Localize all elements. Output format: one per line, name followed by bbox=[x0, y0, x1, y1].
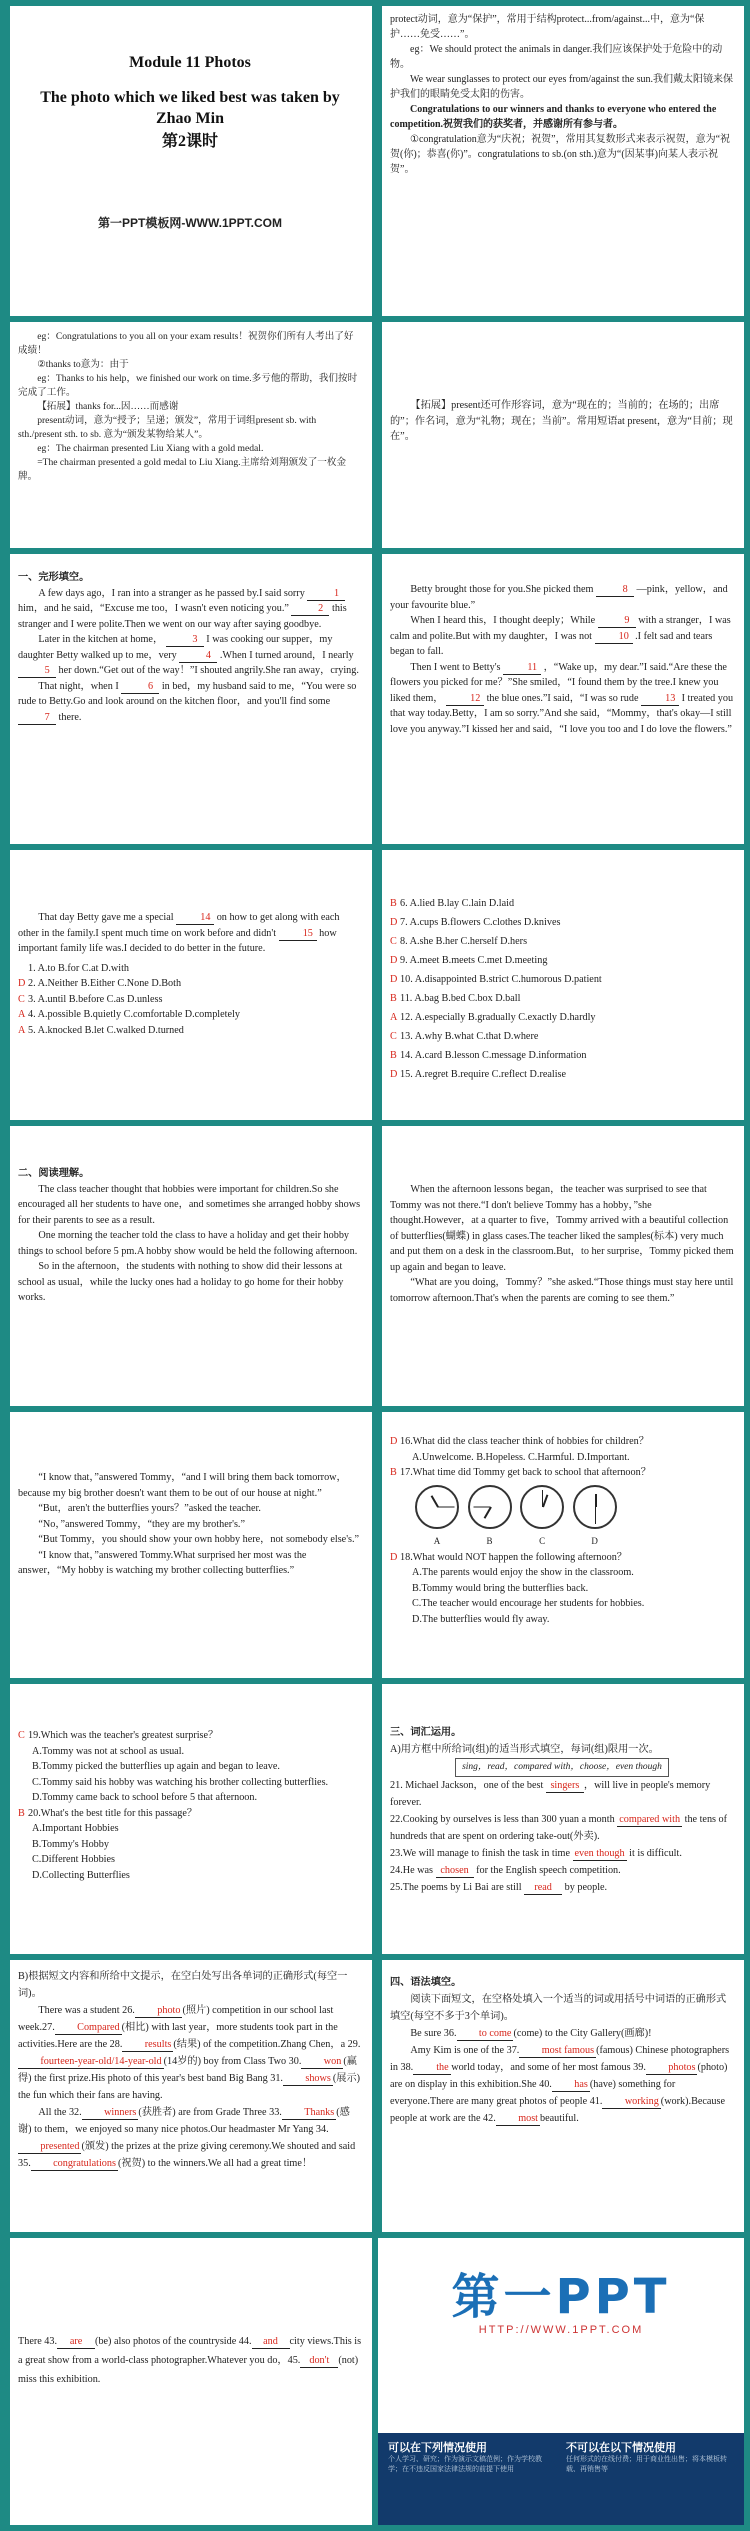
answer-letter: A bbox=[390, 1012, 398, 1023]
reading-paragraph: “But Tommy，you should show your own hobby here，not somebody else's.” bbox=[38, 1534, 360, 1545]
slide-stripe bbox=[378, 1684, 382, 1954]
option-row bbox=[18, 992, 362, 1008]
option-row bbox=[390, 913, 734, 932]
slide-stripe bbox=[6, 850, 10, 1120]
cloze-paragraph: That day Betty gave me a special 14 on how to get along with each other in the family.I spent much time on work before and didn't 15 how important family life was.I decided to do better in the future. bbox=[18, 912, 340, 954]
question-16-options: A.Unwelcome. B.Hopeless. C.Harmful. D.Important. bbox=[412, 1451, 630, 1463]
option-row bbox=[390, 1027, 734, 1046]
reading-paragraph: When the afternoon lessons began，the teacher was surprised to see that Tommy was not there.“I don't believe Tommy has a hobby，”she thought.However，at a quarter to five，Tommy arrived with a beautiful collection of butterflies(蝴蝶) in glass cases.The teacher liked the samples(标本) very much and put them on a desk in the classroom.But，to her surprise，Tommy picked them up again and began to leave. bbox=[390, 1184, 734, 1273]
question-23: 23.We will manage to finish the task in time even though it is difficult. bbox=[390, 1848, 682, 1859]
brand-logo: 第一PPT bbox=[451, 2269, 671, 2325]
clock-d: D bbox=[570, 1485, 620, 1550]
question-18-option: B.Tommy would bring the butterflies back. bbox=[412, 1582, 589, 1594]
question-19-option: C.Tommy said his hobby was watching his brother collecting butterflies. bbox=[32, 1776, 329, 1788]
option-row bbox=[390, 1065, 734, 1084]
answer-letter: D bbox=[390, 1069, 398, 1080]
answer-letter: C bbox=[390, 936, 397, 947]
blank-14: 14 bbox=[176, 912, 214, 925]
option-text: 1. A.to B.for C.at D.with bbox=[28, 962, 130, 974]
text-line: We wear sunglasses to protect our eyes from/against the sun.我们戴太阳镜来保护我们的眼睛免受太阳的伤害。 bbox=[390, 74, 734, 100]
blank-10: 10 bbox=[595, 631, 633, 644]
slide-congratulations bbox=[6, 322, 372, 548]
reading-paragraph: “What are you doing，Tommy？”she asked.“Those things must stay here until tomorrow afternoon.That's when the parents are coming to see them.” bbox=[390, 1277, 734, 1304]
footer-brand: 第一PPT模板网-WWW.1PPT.COM bbox=[98, 216, 282, 230]
answer-letter: B bbox=[390, 993, 397, 1004]
question-16: D 16.What did the class teacher think of hobbies for children？ bbox=[390, 1436, 649, 1447]
option-row bbox=[18, 1007, 362, 1023]
option-text: 5. A.knocked B.let C.walked D.turned bbox=[28, 1024, 184, 1036]
slide-cloze-1 bbox=[6, 554, 372, 844]
instructions: A)用方框中所给词(组)的适当形式填空，每词(组)限用一次。 bbox=[390, 1744, 659, 1755]
reading-paragraph: The class teacher thought that hobbies were important for children.So she encouraged all her students to have one，and sometimes she arranged hobby shows for their parents to see as a result. bbox=[18, 1183, 361, 1226]
fill-paragraph: Amy Kim is one of the 37. most famous (famous) Chinese photographers in 38. the world today，and some of her most famous 39. photos (photo) are on display in this exhibition.She 40. has (have) something for everyone.There are many great photos of people 41. working (work).Because people at work are the 42. most beautiful. bbox=[390, 2045, 730, 2124]
clock-c: C bbox=[517, 1485, 567, 1550]
question-24: 24.He was chosen for the English speech competition. bbox=[390, 1865, 621, 1876]
option-row bbox=[18, 961, 362, 977]
question-19-option: B.Tommy picked the butterflies up again and began to leave. bbox=[32, 1761, 280, 1772]
cloze-paragraph: Then I went to Betty's 11 ，“Wake up，my dear.”I said.“Are these the flowers you picked for me？”She smiled，“I found them by the tree.I knew you liked them， 12 the blue ones.”I said，“I was so rude 13 I treated you that way today.Betty，I am so sorry.”And she said，“Mommy，that's okay—I still love you anyway.”I kissed her and said，“I love you too and I do love the flowers.” bbox=[390, 661, 734, 735]
allowed-column: 可以在下列情况使用 个人学习、研究；作为演示文稿范例；作为学校教学；在不违反国家法律法规的前提下使用 bbox=[388, 2442, 542, 2473]
blank-4: 4 bbox=[179, 650, 217, 663]
question-20-option: B.Tommy's Hobby bbox=[32, 1838, 109, 1850]
slide-stripe bbox=[378, 850, 382, 1120]
answer-letter: C bbox=[18, 993, 25, 1005]
clock-b: B bbox=[465, 1485, 515, 1550]
option-text: 6. A.lied B.lay C.lain D.laid bbox=[400, 898, 515, 909]
blank-11: 11 bbox=[503, 662, 541, 675]
slide-stripe bbox=[6, 322, 10, 548]
answer-letter: A bbox=[18, 1024, 26, 1036]
answer-letter: D bbox=[18, 978, 26, 989]
blank-7: 7 bbox=[18, 712, 56, 725]
usage-footer bbox=[378, 2433, 744, 2525]
option-text: 15. A.regret B.require C.reflect D.realise bbox=[400, 1069, 567, 1080]
slide-stripe bbox=[6, 554, 10, 844]
slide-stripe bbox=[6, 1960, 10, 2232]
question-20-option: A.Important Hobbies bbox=[32, 1823, 119, 1834]
text-line: eg：Congratulations to you all on your exam results！祝贺你们所有人考出了好成绩！ bbox=[18, 331, 354, 356]
answer-letter: D bbox=[390, 917, 398, 928]
blank-2: 2 bbox=[291, 603, 329, 616]
option-text: 4. A.possible B.quietly C.comfortable D.completely bbox=[28, 1009, 240, 1020]
slide-cloze-3 bbox=[6, 850, 372, 1120]
reading-paragraph: “I know that，”answered Tommy，“and I will bring them back tomorrow，because my big brother doesn't want them to be out of our house at night.” bbox=[18, 1472, 347, 1499]
slide-present-extension bbox=[378, 322, 744, 548]
option-text: 11. A.bag B.bed C.box D.ball bbox=[400, 993, 521, 1004]
blank-1: 1 bbox=[307, 588, 345, 601]
text-line: present动词，意为“授予；呈递；颁发”，常用于词组present sb. with sth./present sth. to sb. 意为“颁发某物给某人”。 bbox=[18, 415, 317, 440]
question-19-option: D.Tommy came back to school before 5 that afternoon. bbox=[32, 1792, 258, 1803]
option-text: 9. A.meet B.meets C.met D.meeting bbox=[400, 955, 548, 966]
cloze-paragraph: A few days ago，I ran into a stranger as he passed by.I said sorry 1 him，and he said，“Excuse me too，I wasn't even noticing you.” 2 this stranger and I were polite.Then we went on our way after saying goodbye. bbox=[18, 587, 347, 630]
option-row bbox=[390, 951, 734, 970]
option-text: 12. A.especially B.gradually C.exactly D.hardly bbox=[400, 1012, 596, 1023]
slide-vocabulary bbox=[378, 1684, 744, 1954]
text-line: eg：We should protect the animals in danger.我们应该保护处于危险中的动物。 bbox=[390, 44, 723, 70]
slide-stripe bbox=[6, 2238, 10, 2525]
clock-row bbox=[412, 1485, 734, 1550]
cloze-paragraph: Later in the kitchen at home， 3 I was cooking our supper，my daughter Betty walked up to me，very 4 .When I turned around，I nearly 5 her down.“Get out of the way！”I shouted angrily.She ran away，crying. bbox=[18, 634, 359, 676]
option-row bbox=[18, 976, 362, 992]
slide-reading-1 bbox=[6, 1126, 372, 1406]
option-row bbox=[390, 1046, 734, 1065]
instructions: B)根据短文内容和所给中文提示，在空白处写出各单词的正确形式(每空一词)。 bbox=[18, 1971, 348, 1999]
option-text: 2. A.Neither B.Either C.None D.Both bbox=[28, 978, 182, 989]
answer-letter: A bbox=[18, 1009, 26, 1020]
option-row bbox=[390, 970, 734, 989]
blank-5: 5 bbox=[18, 665, 56, 678]
slide-stripe bbox=[6, 1412, 10, 1678]
cloze-paragraph: That night，when I 6 in bed，my husband said to me，“You were so rude to Betty.Go and look around on the kitchen floor，and you'll find some 7 there. bbox=[18, 680, 357, 723]
blank-12: 12 bbox=[446, 693, 484, 706]
question-20-option: C.Different Hobbies bbox=[32, 1854, 115, 1865]
slide-stripe bbox=[6, 1684, 10, 1954]
cloze-paragraph: Betty brought those for you.She picked them 8 —pink，yellow，and your favourite blue.” bbox=[390, 584, 728, 611]
slide-word-forms bbox=[6, 1960, 372, 2232]
question-20: B 20.What's the best title for this passage？ bbox=[18, 1807, 198, 1819]
option-row bbox=[390, 1008, 734, 1027]
clock-a: A bbox=[412, 1485, 462, 1550]
answer-letter: B bbox=[390, 898, 397, 909]
reading-paragraph: “I know that，”answered Tommy.What surprised her most was the answer，“My hobby is watching my brother collecting butterflies.” bbox=[18, 1549, 307, 1576]
slide-questions-1 bbox=[378, 1412, 744, 1678]
reading-paragraph: “But，aren't the butterflies yours？”asked the teacher. bbox=[38, 1503, 261, 1514]
slide-reading-3 bbox=[6, 1412, 372, 1678]
lesson-title: The photo which we liked best was taken by Zhao Min bbox=[40, 89, 340, 127]
blank-8: 8 bbox=[596, 584, 634, 597]
slide-stripe bbox=[378, 554, 382, 844]
section-heading: 四、语法填空。 bbox=[390, 1977, 462, 1988]
blank-6: 6 bbox=[121, 681, 159, 694]
option-text: 7. A.cups B.flowers C.clothes D.knives bbox=[400, 917, 561, 928]
question-19-option: A.Tommy was not at school as usual. bbox=[32, 1745, 185, 1757]
question-18-option: A.The parents would enjoy the show in the classroom. bbox=[412, 1567, 634, 1578]
blank-9: 9 bbox=[598, 615, 636, 628]
answer-letter: C bbox=[390, 1031, 397, 1042]
option-row bbox=[18, 1023, 362, 1039]
text-line: eg：Thanks to his help，we finished our work on time.多亏他的帮助，我们按时完成了工作。 bbox=[18, 373, 358, 398]
answer-letter: D bbox=[390, 974, 398, 985]
question-17: B 17.What time did Tommy get back to school that afternoon？ bbox=[390, 1467, 651, 1478]
question-18-option: C.The teacher would encourage her students for hobbies. bbox=[412, 1598, 645, 1609]
section-heading: 一、完形填空。 bbox=[18, 572, 90, 583]
option-text: 13. A.why B.what C.that D.where bbox=[400, 1031, 539, 1042]
fill-paragraph: There 43. are (be) also photos of the countryside 44. and city views.This is a great show from a world-class photographer.Whatever you do，45. don't (not) miss this exhibition. bbox=[18, 2336, 362, 2385]
fill-paragraph: All the 32. winners (获胜者) are from Grade Three 33. Thanks (感谢) to them，we enjoyed so many nice photos.Our headmaster Mr Yang 34.presented (颁发) the prizes at the prize giving ceremony.We shouted and said 35. congratulations (祝贺) to the winners.We all had a great time！ bbox=[18, 2107, 356, 2169]
module-title: Module 11 Photos bbox=[129, 54, 251, 71]
slide-protect bbox=[378, 6, 744, 316]
option-row bbox=[390, 894, 734, 913]
question-22: 22.Cooking by ourselves is less than 300 yuan a month compared with the tens of hundreds that are spent on ordering take-out(外卖). bbox=[390, 1814, 728, 1842]
text-line: ①congratulation意为“庆祝；祝贺”，常用其复数形式来表示祝贺，意为“祝贺(你)；恭喜(你)”。congratulations to sb.(on sth.)意为“(因某事)向某人表示祝贺”。 bbox=[390, 134, 731, 175]
reading-paragraph: So in the afternoon，the students with nothing to show did their lessons at school as usual，while the lucky ones had a holiday to go home for their hobby works. bbox=[18, 1261, 344, 1303]
fill-paragraph: Be sure 36. to come (come) to the City Gallery(画廊)! bbox=[410, 2028, 652, 2039]
question-18: D 18.What would NOT happen the following afternoon？ bbox=[390, 1551, 627, 1563]
option-text: 10. A.disappointed B.strict C.humorous D.patient bbox=[400, 974, 602, 985]
slide-grammar-cont bbox=[6, 2238, 372, 2525]
slide-stripe bbox=[6, 6, 10, 316]
question-20-option: D.Collecting Butterflies bbox=[32, 1869, 130, 1881]
blank-3: 3 bbox=[166, 634, 204, 647]
question-25: 25.The poems by Li Bai are still read by people. bbox=[390, 1882, 608, 1893]
section-heading: 三、词汇运用。 bbox=[390, 1727, 462, 1738]
option-text: 14. A.card B.lesson C.message D.information bbox=[400, 1050, 587, 1061]
slide-stripe bbox=[378, 1412, 382, 1678]
text-line: ②thanks to意为：由于 bbox=[37, 359, 129, 370]
slide-brand bbox=[378, 2238, 744, 2525]
option-row bbox=[390, 989, 734, 1008]
fill-paragraph: There was a student 26. photo (照片) competition in our school last week.27. Compared (相比) with last year，more students took part in the activities.Here are the 28. results (结果) of the competition.Zhang Chen，a 29.fourteen-year-old/14-year-old (14岁的) boy from Class Two 30. won (赢得) the first prize.His photo of this year's best band Big Bang 31. shows (展示) the fun which their fans are having. bbox=[18, 2005, 361, 2101]
text-line: 【拓展】thanks for...因……而感谢 bbox=[37, 401, 179, 412]
text-line: protect动词，意为“保护”，常用于结构protect...from/against...中，意为“保护……免受……”。 bbox=[390, 14, 705, 40]
slide-title bbox=[6, 6, 372, 316]
instructions: 阅读下面短文，在空格处填入一个适当的词或用括号中词语的正确形式填空(每空不多于3个单词)。 bbox=[390, 1994, 727, 2022]
slide-stripe bbox=[6, 1126, 10, 1406]
reading-paragraph: “No，”answered Tommy，“they are my brother's.” bbox=[38, 1518, 245, 1530]
slide-stripe bbox=[378, 1960, 382, 2232]
section-heading: 二、阅读理解。 bbox=[18, 1168, 90, 1179]
answer-letter: D bbox=[390, 955, 398, 966]
text-line: eg：The chairman presented Liu Xiang with a gold medal. bbox=[37, 443, 264, 454]
lesson-number: 第2课时 bbox=[161, 133, 218, 150]
cloze-paragraph: When I heard this，I thought deeply；While 9 with a stranger，I was calm and polite.But with my daughter，I was not 10 .I felt sad and tears began to fall. bbox=[390, 615, 731, 657]
slide-stripe bbox=[378, 1126, 382, 1406]
forbidden-column: 不可以在以下情况使用 任何形式的在线付费；用于商业性出售；将本模板转载、再销售等 bbox=[566, 2442, 727, 2473]
option-text: 3. A.until B.before C.as D.unless bbox=[28, 993, 163, 1005]
slide-cloze-options bbox=[378, 850, 744, 1120]
word-box: sing，read，compared with，choose，even though bbox=[455, 1758, 669, 1777]
slide-stripe bbox=[378, 6, 382, 316]
text-line: =The chairman presented a gold medal to Liu Xiang.主席给刘翔颁发了一枚金牌。 bbox=[18, 457, 347, 482]
slide-questions-2 bbox=[6, 1684, 372, 1954]
slide-cloze-2 bbox=[378, 554, 744, 844]
answer-letter: B bbox=[390, 1050, 397, 1061]
text-line: Congratulations to our winners and thanks to everyone who entered the competition.祝贺我们的获奖者，并感谢所有参与者。 bbox=[390, 104, 717, 130]
option-row bbox=[390, 932, 734, 951]
text-line: 【拓展】present还可作形容词，意为“现在的；当前的；在场的；出席的”；作名词，意为“礼物；现在；当前”。常用短语at present，意为“目前；现在”。 bbox=[390, 400, 733, 442]
question-21: 21. Michael Jackson，one of the best singers ，will live in people's memory forever. bbox=[390, 1780, 711, 1808]
question-19: C 19.Which was the teacher's greatest surprise？ bbox=[18, 1730, 219, 1741]
slide-reading-2 bbox=[378, 1126, 744, 1406]
brand-url: HTTP://WWW.1PPT.COM bbox=[478, 2324, 644, 2336]
slide-stripe bbox=[378, 322, 382, 548]
blank-13: 13 bbox=[641, 693, 679, 706]
reading-paragraph: One morning the teacher told the class to have a holiday and get their hobby things to school before 5 pm.A hobby show would be held the following afternoon. bbox=[18, 1230, 358, 1257]
slide-grammar bbox=[378, 1960, 744, 2232]
option-text: 8. A.she B.her C.herself D.hers bbox=[400, 936, 528, 947]
question-18-option: D.The butterflies would fly away. bbox=[412, 1613, 550, 1625]
blank-15: 15 bbox=[279, 928, 317, 941]
